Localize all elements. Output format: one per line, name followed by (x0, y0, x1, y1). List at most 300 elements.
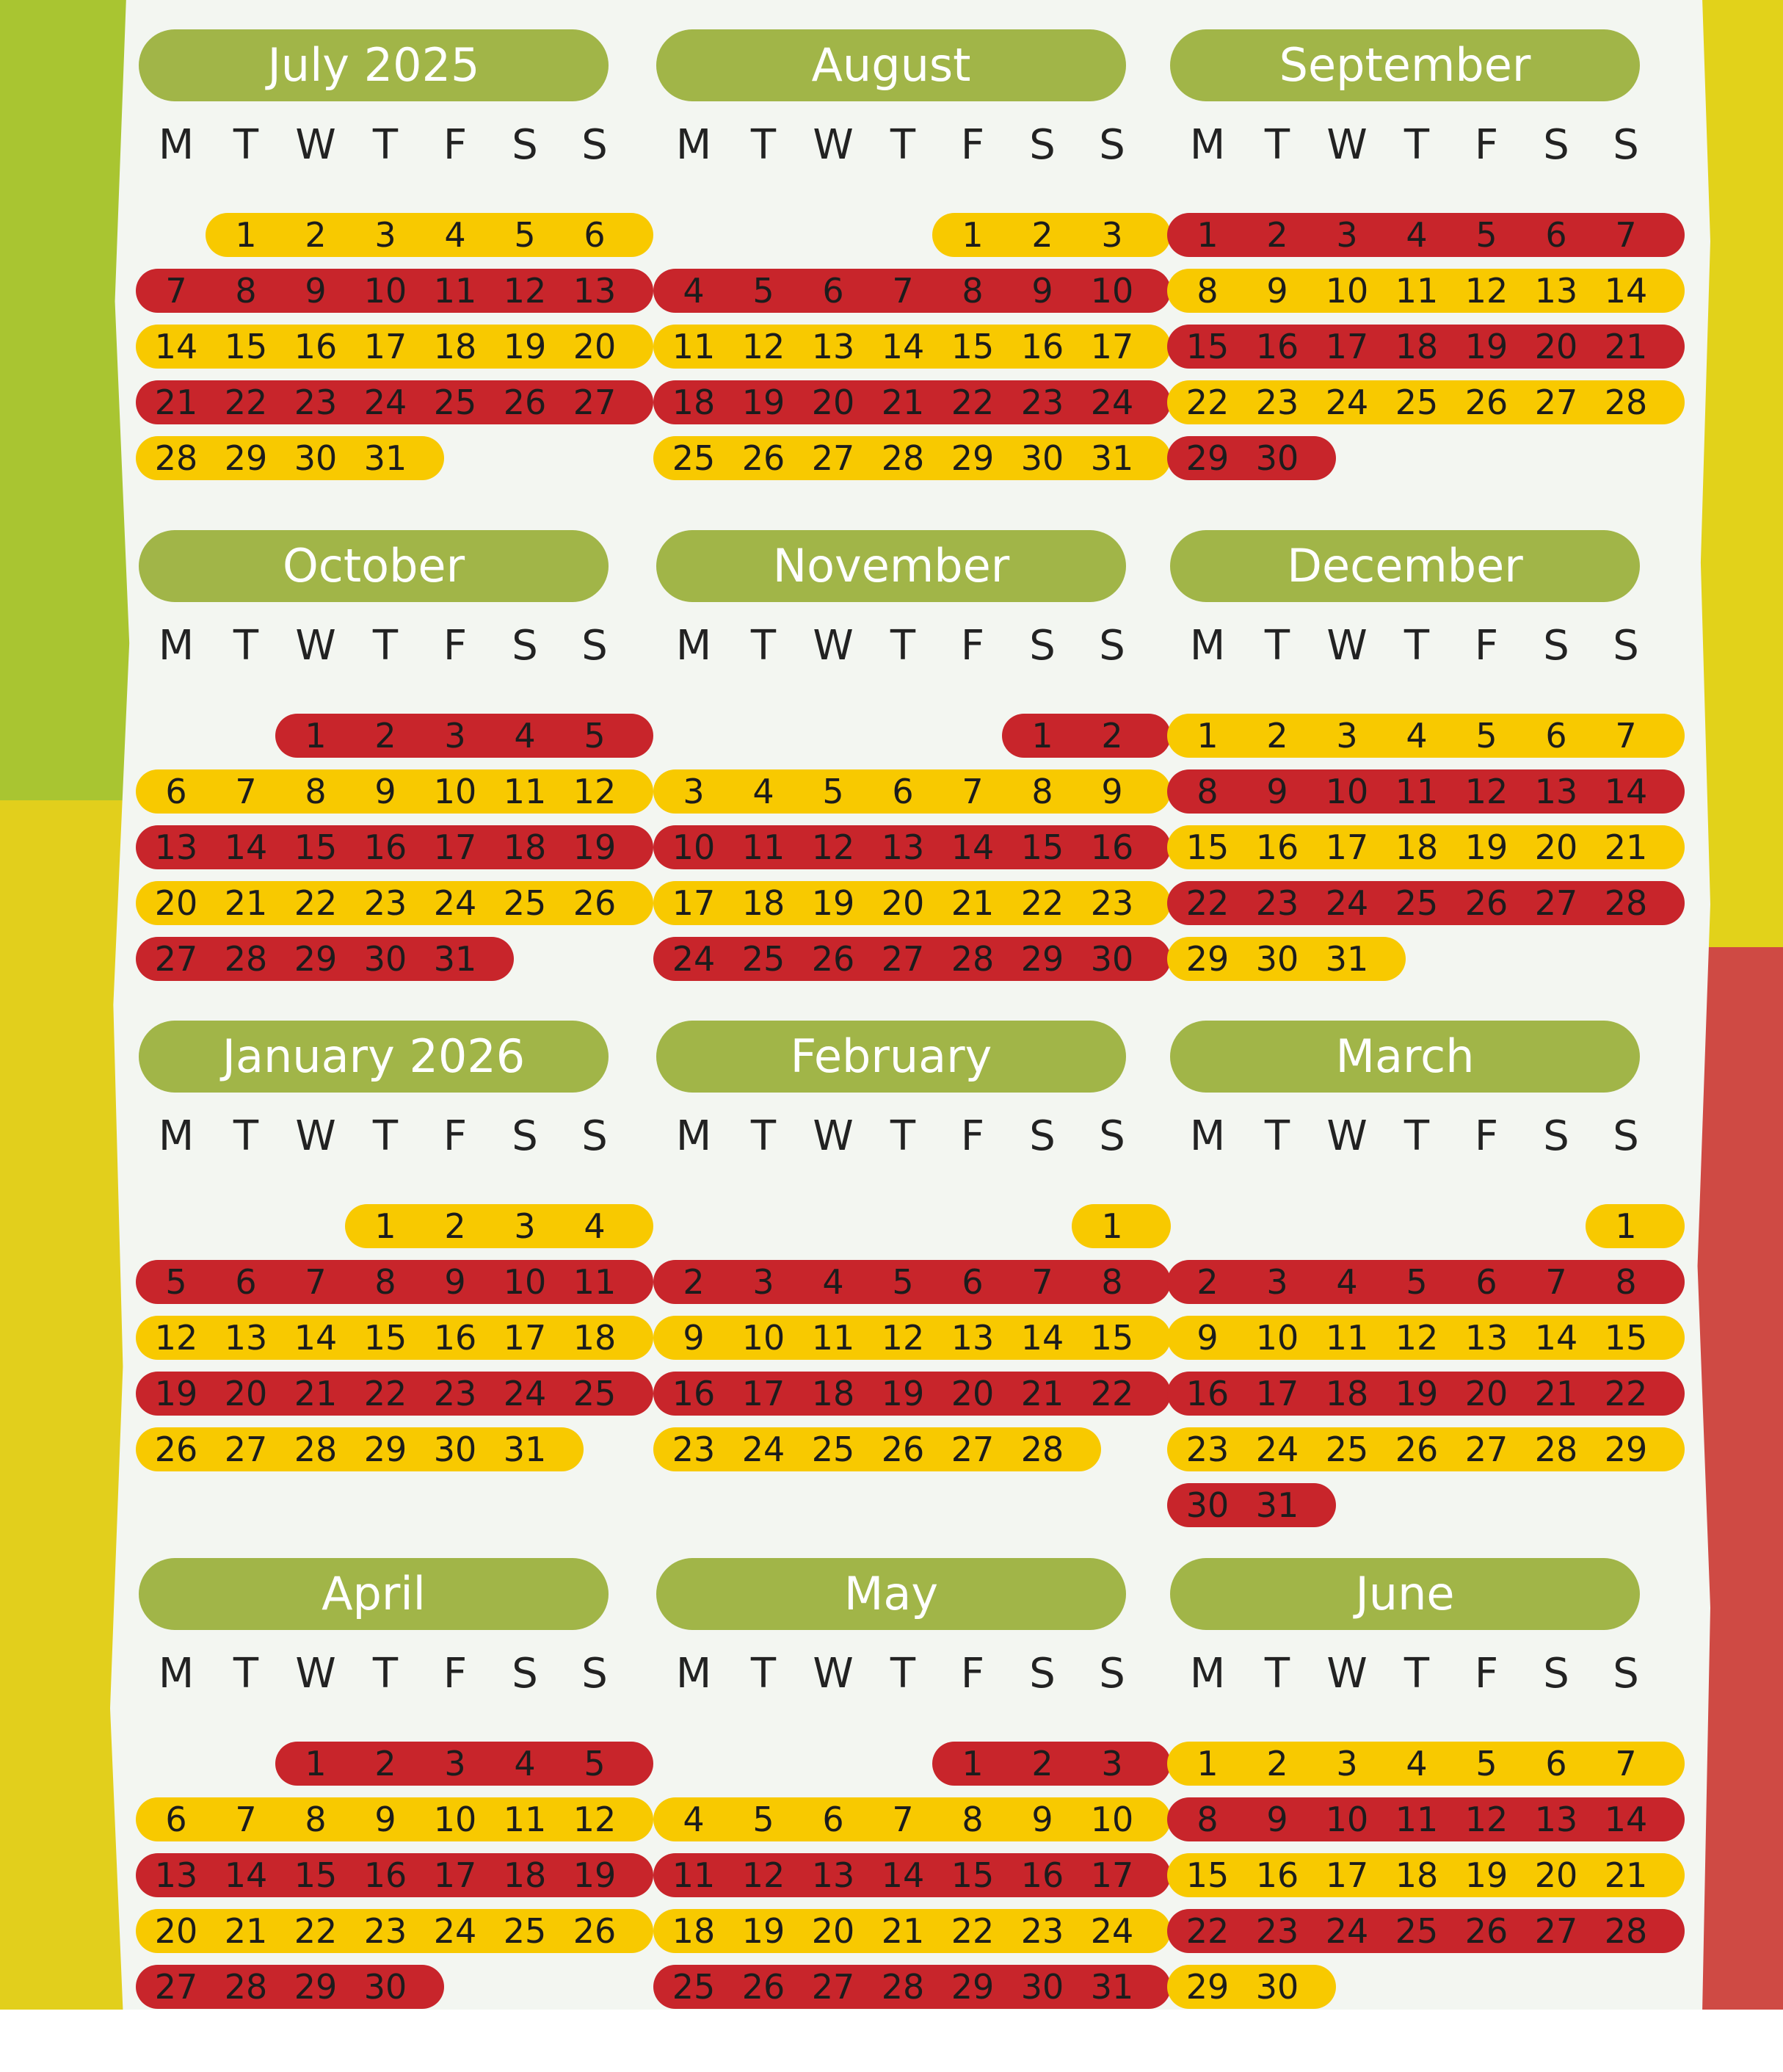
weekday-label: T (233, 121, 259, 169)
calendar-day: 19 (741, 1911, 785, 1951)
calendar-day: 7 (892, 1800, 914, 1839)
calendar-day: 3 (1101, 215, 1123, 255)
calendar-day: 1 (235, 215, 257, 255)
calendar-day: 1 (1196, 1744, 1219, 1783)
calendar-day: 15 (1185, 1855, 1230, 1895)
calendar-day: 1 (1615, 1206, 1637, 1246)
calendar-day: 4 (683, 1800, 705, 1839)
calendar-day: 8 (1196, 271, 1219, 311)
calendar-day: 10 (503, 1262, 547, 1302)
month-october (128, 530, 617, 1044)
calendar-day: 23 (433, 1374, 477, 1413)
calendar-day: 10 (741, 1318, 785, 1358)
weekday-label: T (890, 622, 916, 670)
weekday-label: S (512, 622, 538, 670)
calendar-day: 29 (951, 438, 995, 478)
calendar-day: 15 (294, 1855, 338, 1895)
calendar-day: 25 (672, 438, 716, 478)
calendar-day: 1 (1196, 215, 1219, 255)
calendar-day: 2 (1196, 1262, 1219, 1302)
calendar-day: 6 (962, 1262, 984, 1302)
calendar-day: 18 (1395, 1855, 1439, 1895)
calendar-day: 24 (503, 1374, 547, 1413)
calendar-day: 30 (1020, 438, 1064, 478)
month-april (128, 1558, 617, 2072)
calendar-day: 18 (503, 827, 547, 867)
weekday-label: T (1403, 121, 1430, 169)
calendar-day: 5 (822, 772, 844, 811)
calendar-day: 23 (294, 383, 338, 422)
calendar-day: 3 (444, 1744, 466, 1783)
calendar-day: 3 (1336, 215, 1358, 255)
calendar-day: 29 (1185, 438, 1230, 478)
calendar-day: 4 (514, 1744, 536, 1783)
calendar-day: 12 (1464, 1800, 1508, 1839)
calendar-day: 26 (573, 1911, 617, 1951)
calendar-day: 8 (1031, 772, 1053, 811)
calendar-day: 17 (1325, 827, 1369, 867)
weekday-label: S (1543, 622, 1569, 670)
calendar-day: 7 (165, 271, 187, 311)
calendar-day: 17 (503, 1318, 547, 1358)
calendar-day: 31 (433, 939, 477, 979)
calendar-day: 26 (154, 1430, 198, 1469)
calendar-day: 2 (1266, 215, 1288, 255)
weekday-label: M (1189, 1650, 1226, 1698)
weekday-label: S (581, 1650, 608, 1698)
weekday-label: F (1474, 622, 1499, 670)
weekday-label: S (1099, 622, 1125, 670)
calendar-day: 8 (962, 1800, 984, 1839)
calendar-day: 3 (1101, 1744, 1123, 1783)
weekday-label: S (1029, 1650, 1056, 1698)
calendar-day: 20 (573, 327, 617, 366)
calendar-day: 16 (433, 1318, 477, 1358)
calendar-day: 26 (741, 438, 785, 478)
month-title: December (1170, 530, 1640, 602)
calendar-day: 21 (1020, 1374, 1064, 1413)
calendar-day: 19 (1464, 327, 1508, 366)
calendar-day: 9 (1031, 1800, 1053, 1839)
weekday-label: S (581, 622, 608, 670)
calendar-day: 13 (573, 271, 617, 311)
calendar-day: 5 (584, 716, 606, 756)
calendar-day: 13 (1464, 1318, 1508, 1358)
weekday-label: T (233, 1650, 259, 1698)
weekday-label: W (813, 121, 854, 169)
weekday-label: F (960, 121, 985, 169)
calendar-day: 31 (363, 438, 407, 478)
calendar-day: 7 (892, 271, 914, 311)
calendar-day: 14 (1534, 1318, 1578, 1358)
weekday-label: F (443, 1650, 468, 1698)
calendar-day: 20 (951, 1374, 995, 1413)
calendar-day: 24 (1090, 1911, 1134, 1951)
calendar-day: 2 (305, 215, 327, 255)
calendar-day: 31 (503, 1430, 547, 1469)
calendar-day: 2 (1266, 1744, 1288, 1783)
calendar-day: 23 (1020, 383, 1064, 422)
month-may (646, 1558, 1134, 2072)
calendar-day: 19 (154, 1374, 198, 1413)
calendar-day: 6 (892, 772, 914, 811)
calendar-day: 20 (811, 383, 855, 422)
month-title: June (1170, 1558, 1640, 1630)
calendar-day: 5 (514, 215, 536, 255)
calendar-day: 28 (224, 1967, 268, 2007)
weekday-label: W (1326, 1650, 1368, 1698)
weekday-label: T (372, 1650, 399, 1698)
calendar-day: 4 (683, 271, 705, 311)
weekday-label: T (1403, 1650, 1430, 1698)
calendar-day: 30 (1020, 1967, 1064, 2007)
calendar-day: 11 (503, 1800, 547, 1839)
calendar-day: 4 (1406, 716, 1428, 756)
calendar-day: 7 (1031, 1262, 1053, 1302)
month-title: January 2026 (139, 1021, 609, 1093)
calendar-day: 2 (1031, 1744, 1053, 1783)
month-title: October (139, 530, 609, 602)
calendar-day: 20 (1534, 827, 1578, 867)
calendar-day: 24 (433, 883, 477, 923)
calendar-day: 26 (573, 883, 617, 923)
calendar-day: 27 (811, 438, 855, 478)
calendar-day: 20 (1534, 327, 1578, 366)
weekday-label: T (890, 1112, 916, 1160)
calendar-day: 28 (1534, 1430, 1578, 1469)
calendar-day: 14 (1020, 1318, 1064, 1358)
calendar-day: 4 (822, 1262, 844, 1302)
weekday-label: S (1029, 121, 1056, 169)
calendar-day: 27 (154, 1967, 198, 2007)
weekday-label: F (960, 622, 985, 670)
weekday-label: F (960, 1650, 985, 1698)
weekday-label: T (750, 121, 777, 169)
calendar-day: 29 (1185, 1967, 1230, 2007)
calendar-day: 4 (752, 772, 774, 811)
calendar-day: 20 (1534, 1855, 1578, 1895)
weekday-label: T (372, 622, 399, 670)
calendar-day: 8 (1196, 1800, 1219, 1839)
weekday-label: T (1264, 121, 1290, 169)
calendar-day: 15 (1020, 827, 1064, 867)
calendar-day: 7 (962, 772, 984, 811)
weekday-label: W (813, 1112, 854, 1160)
month-march (1160, 1021, 1648, 1535)
calendar-day: 4 (444, 215, 466, 255)
calendar-day: 5 (1406, 1262, 1428, 1302)
weekday-label: W (295, 121, 336, 169)
calendar-day: 1 (962, 215, 984, 255)
calendar-day: 2 (1101, 716, 1123, 756)
calendar-day: 28 (1020, 1430, 1064, 1469)
calendar-day: 17 (433, 1855, 477, 1895)
calendar-day: 6 (235, 1262, 257, 1302)
calendar-day: 21 (1604, 1855, 1648, 1895)
calendar-day: 25 (503, 883, 547, 923)
calendar-day: 18 (433, 327, 477, 366)
calendar-day: 12 (1464, 772, 1508, 811)
calendar-day: 28 (224, 939, 268, 979)
calendar-day: 28 (1604, 883, 1648, 923)
month-january-2026 (128, 1021, 617, 1535)
calendar-day: 6 (165, 772, 187, 811)
calendar-day: 13 (881, 827, 925, 867)
calendar-day: 13 (1534, 271, 1578, 311)
weekday-label: W (813, 1650, 854, 1698)
calendar-day: 15 (1185, 827, 1230, 867)
calendar-day: 28 (294, 1430, 338, 1469)
calendar-day: 22 (294, 1911, 338, 1951)
calendar-day: 13 (224, 1318, 268, 1358)
calendar-day: 27 (154, 939, 198, 979)
calendar-day: 26 (741, 1967, 785, 2007)
calendar-day: 7 (1615, 1744, 1637, 1783)
calendar-day: 18 (1325, 1374, 1369, 1413)
calendar-day: 4 (1336, 1262, 1358, 1302)
calendar-day: 13 (811, 327, 855, 366)
calendar-day: 16 (1020, 327, 1064, 366)
weekday-label: T (372, 1112, 399, 1160)
calendar-day: 11 (672, 327, 716, 366)
calendar-day: 15 (363, 1318, 407, 1358)
calendar-day: 2 (1031, 215, 1053, 255)
calendar-day: 18 (1395, 327, 1439, 366)
calendar-day: 1 (1196, 716, 1219, 756)
calendar-day: 21 (224, 1911, 268, 1951)
calendar-day: 7 (235, 772, 257, 811)
calendar-day: 11 (1395, 271, 1439, 311)
weekday-label: S (1613, 1650, 1639, 1698)
weekday-label: F (443, 121, 468, 169)
calendar-day: 24 (741, 1430, 785, 1469)
calendar-day: 17 (433, 827, 477, 867)
month-july-2025 (128, 29, 617, 543)
calendar-day: 17 (1090, 327, 1134, 366)
weekday-label: W (295, 622, 336, 670)
weekday-label: W (295, 1112, 336, 1160)
calendar-day: 14 (1604, 772, 1648, 811)
weekday-label: S (581, 121, 608, 169)
weekday-label: W (295, 1650, 336, 1698)
calendar-day: 20 (881, 883, 925, 923)
calendar-day: 18 (1395, 827, 1439, 867)
weekday-label: M (675, 121, 712, 169)
calendar-day: 25 (433, 383, 477, 422)
calendar-day: 30 (1185, 1485, 1230, 1525)
calendar-day: 18 (811, 1374, 855, 1413)
weekday-label: T (750, 1650, 777, 1698)
calendar-day: 25 (573, 1374, 617, 1413)
weekday-label: T (1403, 1112, 1430, 1160)
calendar-day: 6 (1475, 1262, 1497, 1302)
weekday-label: F (443, 622, 468, 670)
calendar-day: 12 (741, 327, 785, 366)
calendar-day: 19 (881, 1374, 925, 1413)
calendar-day: 20 (154, 883, 198, 923)
weekday-label: S (1543, 121, 1569, 169)
calendar-day: 16 (1255, 327, 1299, 366)
calendar-day: 25 (1395, 1911, 1439, 1951)
calendar-day: 2 (444, 1206, 466, 1246)
calendar-day: 31 (1090, 1967, 1134, 2007)
calendar-day: 23 (363, 1911, 407, 1951)
calendar-day: 14 (881, 1855, 925, 1895)
calendar-day: 15 (1090, 1318, 1134, 1358)
calendar-day: 29 (951, 1967, 995, 2007)
calendar-day: 13 (154, 1855, 198, 1895)
calendar-day: 17 (1255, 1374, 1299, 1413)
calendar-day: 9 (1266, 1800, 1288, 1839)
weekday-label: S (512, 1112, 538, 1160)
weekday-label: T (1264, 622, 1290, 670)
calendar-day: 5 (1475, 1744, 1497, 1783)
weekday-label: S (1613, 121, 1639, 169)
weekday-label: W (1326, 121, 1368, 169)
weekday-label: T (372, 121, 399, 169)
calendar-day: 15 (294, 827, 338, 867)
weekday-label: M (675, 1112, 712, 1160)
calendar-day: 16 (1090, 827, 1134, 867)
calendar-day: 1 (305, 716, 327, 756)
calendar-day: 4 (584, 1206, 606, 1246)
calendar-day: 22 (1020, 883, 1064, 923)
calendar-day: 26 (1395, 1430, 1439, 1469)
calendar-day: 3 (514, 1206, 536, 1246)
weekday-label: F (443, 1112, 468, 1160)
weekday-label: S (1099, 121, 1125, 169)
weekday-label: F (1474, 1112, 1499, 1160)
calendar-day: 8 (962, 271, 984, 311)
calendar-day: 6 (1545, 215, 1567, 255)
calendar-day: 2 (683, 1262, 705, 1302)
calendar-day: 7 (1615, 716, 1637, 756)
calendar-day: 27 (224, 1430, 268, 1469)
calendar-day: 15 (1604, 1318, 1648, 1358)
calendar-day: 16 (672, 1374, 716, 1413)
calendar-day: 5 (165, 1262, 187, 1302)
month-title: February (656, 1021, 1126, 1093)
calendar-day: 9 (683, 1318, 705, 1358)
weekday-label: M (1189, 1112, 1226, 1160)
calendar-day: 7 (305, 1262, 327, 1302)
calendar-day: 22 (951, 383, 995, 422)
calendar-day: 25 (1395, 383, 1439, 422)
month-december (1160, 530, 1648, 1044)
calendar-day: 10 (1325, 271, 1369, 311)
month-title: July 2025 (139, 29, 609, 101)
weekday-label: M (158, 1112, 195, 1160)
calendar-day: 27 (951, 1430, 995, 1469)
calendar-day: 11 (672, 1855, 716, 1895)
calendar-day: 24 (363, 383, 407, 422)
calendar-day: 10 (1325, 1800, 1369, 1839)
weekday-label: M (1189, 121, 1226, 169)
weekday-label: M (1189, 622, 1226, 670)
weekday-label: S (1543, 1112, 1569, 1160)
weekday-label: M (675, 622, 712, 670)
calendar-day: 18 (741, 883, 785, 923)
calendar-day: 10 (433, 772, 477, 811)
calendar-day: 2 (374, 1744, 396, 1783)
calendar-day: 10 (1090, 1800, 1134, 1839)
calendar-day: 9 (374, 1800, 396, 1839)
calendar-day: 10 (363, 271, 407, 311)
calendar-day: 3 (1336, 1744, 1358, 1783)
month-february (646, 1021, 1134, 1535)
weekday-label: S (1543, 1650, 1569, 1698)
calendar-day: 23 (672, 1430, 716, 1469)
calendar-day: 29 (363, 1430, 407, 1469)
weekday-label: T (750, 622, 777, 670)
calendar-day: 6 (822, 1800, 844, 1839)
calendar-day: 27 (881, 939, 925, 979)
calendar-day: 4 (1406, 215, 1428, 255)
calendar-day: 1 (1101, 1206, 1123, 1246)
calendar-day: 22 (224, 383, 268, 422)
calendar-day: 6 (1545, 1744, 1567, 1783)
weekday-label: W (1326, 1112, 1368, 1160)
calendar-day: 22 (294, 883, 338, 923)
calendar-day: 23 (1020, 1911, 1064, 1951)
calendar-day: 6 (1545, 716, 1567, 756)
calendar-day: 14 (881, 327, 925, 366)
calendar-day: 19 (741, 383, 785, 422)
weekday-label: T (750, 1112, 777, 1160)
calendar-day: 19 (573, 1855, 617, 1895)
calendar-day: 22 (1185, 383, 1230, 422)
calendar-day: 23 (1090, 883, 1134, 923)
calendar-day: 14 (1604, 1800, 1648, 1839)
weekday-label: S (1613, 622, 1639, 670)
calendar-day: 10 (1090, 271, 1134, 311)
calendar-day: 14 (224, 1855, 268, 1895)
calendar-day: 6 (165, 1800, 187, 1839)
calendar-day: 3 (683, 772, 705, 811)
calendar-day: 28 (1604, 383, 1648, 422)
weekday-label: F (1474, 121, 1499, 169)
weekday-label: M (675, 1650, 712, 1698)
calendar-day: 5 (892, 1262, 914, 1302)
calendar-day: 4 (1406, 1744, 1428, 1783)
calendar-day: 25 (1395, 883, 1439, 923)
calendar-day: 12 (811, 827, 855, 867)
calendar-day: 25 (811, 1430, 855, 1469)
calendar-day: 19 (811, 883, 855, 923)
calendar-day: 21 (294, 1374, 338, 1413)
calendar-day: 9 (444, 1262, 466, 1302)
calendar-day: 17 (1325, 1855, 1369, 1895)
calendar-day: 12 (573, 772, 617, 811)
weekday-label: M (158, 622, 195, 670)
calendar-day: 23 (1255, 883, 1299, 923)
weekday-label: W (813, 622, 854, 670)
calendar-day: 28 (154, 438, 198, 478)
calendar-day: 22 (1090, 1374, 1134, 1413)
weekday-label: T (890, 121, 916, 169)
calendar-day: 28 (951, 939, 995, 979)
calendar-day: 4 (514, 716, 536, 756)
calendar-day: 14 (951, 827, 995, 867)
weekday-label: S (1613, 1112, 1639, 1160)
calendar-day: 14 (154, 327, 198, 366)
calendar-day: 5 (752, 271, 774, 311)
weekday-label: F (1474, 1650, 1499, 1698)
calendar-day: 13 (811, 1855, 855, 1895)
month-september (1160, 29, 1648, 543)
calendar-day: 16 (1255, 827, 1299, 867)
calendar-day: 11 (1325, 1318, 1369, 1358)
